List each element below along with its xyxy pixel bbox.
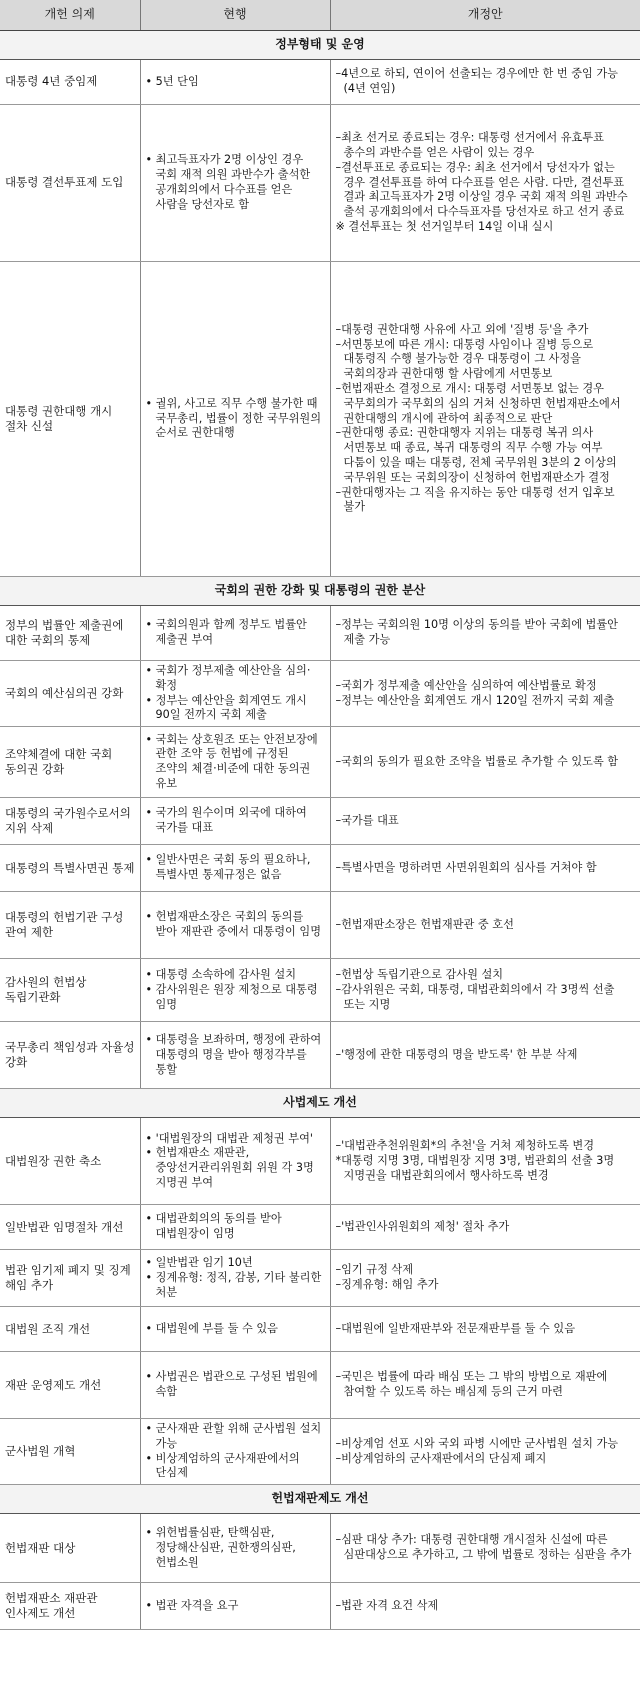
current-cell [140, 798, 330, 845]
cell-line: –4년으로 하되, 연이어 선출되는 경우에만 한 번 중임 가능(4년 연임) [335, 67, 618, 95]
section-title: 정부형태 및 운영 [0, 31, 640, 60]
table-row [0, 1307, 640, 1352]
table-row [0, 727, 640, 798]
cell-line: –국가를 대표 [335, 813, 399, 827]
section-title: 국회의 권한 강화 및 대통령의 권한 분산 [0, 577, 640, 606]
cell-line: • 5년 단임 [145, 74, 199, 88]
table-row [0, 1583, 640, 1630]
topic-cell: 일반법관 임명절차 개선 [0, 1205, 140, 1250]
cell-line: • 대통령을 보좌하며, 행정에 관하여 대통령의 명을 받아 행정각부를 통할 [145, 1032, 322, 1076]
proposal-cell [330, 1514, 640, 1583]
header-row [0, 0, 640, 31]
cell-line: ※ 결선투표는 첫 선거일부터 14일 이내 실시 [335, 219, 554, 233]
topic-cell: 법관 임기제 폐지 및 징계 해임 추가 [0, 1250, 140, 1307]
current-cell [140, 1419, 330, 1485]
topic-cell: 헌법재판 대상 [0, 1514, 140, 1583]
header-topic: 개헌 의제 [0, 0, 140, 31]
topic-cell: 국무총리 책임성과 자율성 강화 [0, 1022, 140, 1089]
topic-cell: 대통령 권한대행 개시 절차 신설 [0, 262, 140, 577]
cell-line: –정부는 국회의원 10명 이상의 동의를 받아 국회에 법률안 제출 가능 [335, 618, 618, 646]
table-row [0, 105, 640, 262]
cell-line: –국민은 법률에 따라 배심 또는 그 밖의 방법으로 재판에 참여할 수 있도록 하는 배심제 등의 근거 마련 [335, 1370, 608, 1399]
current-cell [140, 1118, 330, 1205]
cell-line: • 헌법재판소장은 국회의 동의를 받아 재판관 중에서 대통령이 임명 [145, 910, 322, 939]
section-title: 헌법재판제도 개선 [0, 1485, 640, 1514]
proposal-cell [330, 1022, 640, 1089]
cell-line: –최초 선거로 종료되는 경우: 대통령 선거에서 유효투표 총수의 과반수를 얻은 사람이 있는 경우 [335, 131, 604, 160]
proposal-cell [330, 1352, 640, 1419]
current-cell [140, 845, 330, 892]
cell-line: • 일반법관 임기 10년 [145, 1255, 253, 1269]
cell-line: • 위헌법률심판, 탄핵심판, 정당해산심판, 권한쟁의심판, 헌법소원 [145, 1526, 296, 1569]
current-cell [140, 661, 330, 727]
cell-line: • '대법원장의 대법관 제청권 부여' [145, 1131, 313, 1145]
cell-line: • 감사위원은 원장 제청으로 대통령 임명 [145, 982, 318, 1011]
cell-line: • 군사재판 관할 위해 군사법원 설치 가능 [145, 1422, 322, 1450]
header-current: 현행 [140, 0, 330, 31]
cell-line: –'법관인사위원회의 제청' 절차 추가 [335, 1219, 510, 1233]
topic-cell: 대통령 4년 중임제 [0, 60, 140, 105]
cell-line: • 최고득표자가 2명 이상인 경우 국회 재적 의원 과반수가 출석한 공개회의에서 다수표를 얻은 사람을 당선자로 함 [145, 153, 311, 211]
proposal-cell [330, 262, 640, 577]
topic-cell: 조약체결에 대한 국회 동의권 강화 [0, 727, 140, 798]
cell-line: –헌법상 독립기관으로 감사원 설치 [335, 967, 504, 981]
current-cell [140, 1583, 330, 1630]
topic-cell: 재판 운영제도 개선 [0, 1352, 140, 1419]
cell-line: • 정부는 예산안을 회계연도 개시 90일 전까지 국회 제출 [145, 693, 307, 722]
cell-line: • 대통령 소속하에 감사원 설치 [145, 967, 297, 981]
section-title: 사법제도 개선 [0, 1089, 640, 1118]
table-row [0, 845, 640, 892]
cell-line: • 헌법재판소 재판관, 중앙선거관리위원회 위원 각 3명 지명권 부여 [145, 1146, 314, 1189]
cell-line: –헌법재판소 결정으로 개시: 대통령 서면통보 없는 경우 국무회의가 국무회의 심의 거쳐 신청하면 헌법재판소에서 권한대행의 개시에 관하여 최종적으로 판단 [335, 382, 621, 425]
table-row [0, 1205, 640, 1250]
section-header-row [0, 31, 640, 60]
proposal-cell [330, 1205, 640, 1250]
cell-line: –비상계엄 선포 시와 국외 파병 시에만 군사법원 설치 가능 [335, 1436, 619, 1450]
topic-cell: 정부의 법률안 제출권에 대한 국회의 통제 [0, 606, 140, 661]
cell-line: • 국회가 정부제출 예산안을 심의·확정 [145, 664, 311, 692]
proposal-cell [330, 727, 640, 798]
table-row [0, 1419, 640, 1485]
cell-line: • 궐위, 사고로 직무 수행 불가한 때 국무총리, 법률이 정한 국무위원의 순서로 권한대행 [145, 396, 322, 440]
cell-line: • 사법권은 법관으로 구성된 법원에 속함 [145, 1370, 318, 1399]
table-body [0, 31, 640, 1630]
cell-line: *대통령 지명 3명, 대법원장 지명 3명, 법관회의 선출 3명 지명권을 대법관회의에서 행사하도록 변경 [335, 1153, 615, 1182]
header-proposal: 개정안 [330, 0, 640, 31]
table-row [0, 1118, 640, 1205]
cell-line: • 징계유형: 정직, 감봉, 기타 불리한 처분 [145, 1270, 322, 1299]
section-header-row [0, 1485, 640, 1514]
cell-line: –정부는 예산안을 회계연도 개시 120일 전까지 국회 제출 [335, 693, 615, 707]
topic-cell: 군사법원 개혁 [0, 1419, 140, 1485]
cell-line: –대법원에 일반재판부와 전문재판부를 둘 수 있음 [335, 1321, 576, 1335]
cell-line: –권한대행자는 그 직을 유지하는 동안 대통령 선거 입후보 불가 [335, 485, 615, 514]
cell-line: –'대법관추천위원회*의 추천'을 거쳐 제청하도록 변경 [335, 1138, 595, 1152]
table-row [0, 1352, 640, 1419]
proposal-cell [330, 959, 640, 1022]
topic-cell: 국회의 예산심의권 강화 [0, 661, 140, 727]
cell-line: –결선투표로 종료되는 경우: 최초 선거에서 당선자가 없는 경우 결선투표를 하여 다수표를 얻은 사람. 다만, 결선투표 결과 최고득표자가 2명 이상일 경우 국회 재적 의원 과반수 출석 공개회의에서 다수득표자를 당선자로 하고 선거 종료 [335, 160, 628, 219]
cell-line: –국회의 동의가 필요한 조약을 법률로 추가할 수 있도록 함 [335, 754, 619, 768]
proposal-cell [330, 105, 640, 262]
current-cell [140, 959, 330, 1022]
cell-line: –'행정에 관한 대통령의 명을 받도록' 한 부분 삭제 [335, 1047, 578, 1061]
proposal-cell [330, 606, 640, 661]
cell-line: • 비상계엄하의 군사재판에서의 단심제 [145, 1451, 300, 1480]
current-cell [140, 1514, 330, 1583]
table-row [0, 1514, 640, 1583]
table-row [0, 1022, 640, 1089]
current-cell [140, 105, 330, 262]
cell-line: • 대법원에 부를 둘 수 있음 [145, 1321, 278, 1335]
cell-line: –임기 규정 삭제 [335, 1263, 414, 1277]
cell-line: –특별사면을 명하려면 사면위원회의 심사를 거쳐야 함 [335, 860, 597, 874]
table-row [0, 606, 640, 661]
current-cell [140, 727, 330, 798]
section-header-row [0, 1089, 640, 1118]
proposal-cell [330, 1250, 640, 1307]
topic-cell: 대통령의 국가원수로서의 지위 삭제 [0, 798, 140, 845]
cell-line: • 국회의원과 함께 정부도 법률안 제출권 부여 [145, 618, 307, 646]
topic-cell: 대법원장 권한 축소 [0, 1118, 140, 1205]
topic-cell: 헌법재판소 재판관 인사제도 개선 [0, 1583, 140, 1630]
current-cell [140, 1205, 330, 1250]
cell-line: –심판 대상 추가: 대통령 권한대행 개시절차 신설에 따른 심판대상으로 추가하고, 그 밖에 법률로 정하는 심판을 추가 [335, 1533, 632, 1562]
topic-cell: 감사원의 헌법상 독립기관화 [0, 959, 140, 1022]
proposal-cell [330, 892, 640, 959]
cell-line: –법관 자격 요건 삭제 [335, 1598, 439, 1612]
proposal-cell [330, 661, 640, 727]
cell-line: • 일반사면은 국회 동의 필요하나, 특별사면 통제규정은 없음 [145, 853, 311, 882]
proposal-cell [330, 1118, 640, 1205]
current-cell [140, 1250, 330, 1307]
cell-line: –감사위원은 국회, 대통령, 대법관회의에서 각 3명씩 선출 또는 지명 [335, 982, 615, 1011]
cell-line: –대통령 권한대행 사유에 사고 외에 '질병 등'을 추가 [335, 322, 589, 336]
proposal-cell [330, 60, 640, 105]
cell-line: –서면통보에 따른 개시: 대통령 사임이나 질병 등으로 대통령직 수행 불가능한 경우 대통령이 그 사정을 국회의장과 권한대행 할 사람에게 서면통보 [335, 337, 594, 381]
section-header-row [0, 577, 640, 606]
cell-line: –비상계엄하의 군사재판에서의 단심제 폐지 [335, 1451, 547, 1465]
table-row [0, 262, 640, 577]
current-cell [140, 606, 330, 661]
topic-cell: 대통령 결선투표제 도입 [0, 105, 140, 262]
proposal-cell [330, 798, 640, 845]
cell-line: –국회가 정부제출 예산안을 심의하여 예산법률로 확정 [335, 678, 597, 692]
table-row [0, 892, 640, 959]
cell-line: –권한대행 종료: 권한대행자 지위는 대통령 복귀 의사 서면통보 때 종료, 복귀 대통령의 직무 수행 가능 여부 다툼이 있을 때는 대통령, 전체 국무위원 3분의 2 이상의 국무위원 또는 국회의장이 신청하여 헌법재판소가 결정 [335, 426, 617, 484]
cell-line: • 국회는 상호원조 또는 안전보장에 관한 조약 등 헌법에 규정된 조약의 체결·비준에 대한 동의권 유보 [145, 732, 318, 790]
current-cell [140, 1307, 330, 1352]
topic-cell: 대법원 조직 개선 [0, 1307, 140, 1352]
topic-cell: 대통령의 특별사면권 통제 [0, 845, 140, 892]
topic-cell: 대통령의 헌법기관 구성 관여 제한 [0, 892, 140, 959]
cell-line: • 국가의 원수이며 외국에 대하여 국가를 대표 [145, 806, 307, 835]
table-row [0, 1250, 640, 1307]
table-row [0, 959, 640, 1022]
table-row [0, 798, 640, 845]
current-cell [140, 1352, 330, 1419]
cell-line: • 법관 자격을 요구 [145, 1598, 239, 1612]
cell-line: –헌법재판소장은 헌법재판관 중 호선 [335, 917, 514, 931]
proposal-cell [330, 1583, 640, 1630]
current-cell [140, 60, 330, 105]
current-cell [140, 262, 330, 577]
proposal-cell [330, 845, 640, 892]
table-row [0, 60, 640, 105]
cell-line: • 대법관회의의 동의를 받아 대법원장이 임명 [145, 1212, 282, 1241]
proposal-cell [330, 1419, 640, 1485]
cell-line: –징계유형: 해임 추가 [335, 1278, 439, 1292]
current-cell [140, 1022, 330, 1089]
current-cell [140, 892, 330, 959]
proposal-cell [330, 1307, 640, 1352]
table-row [0, 661, 640, 727]
